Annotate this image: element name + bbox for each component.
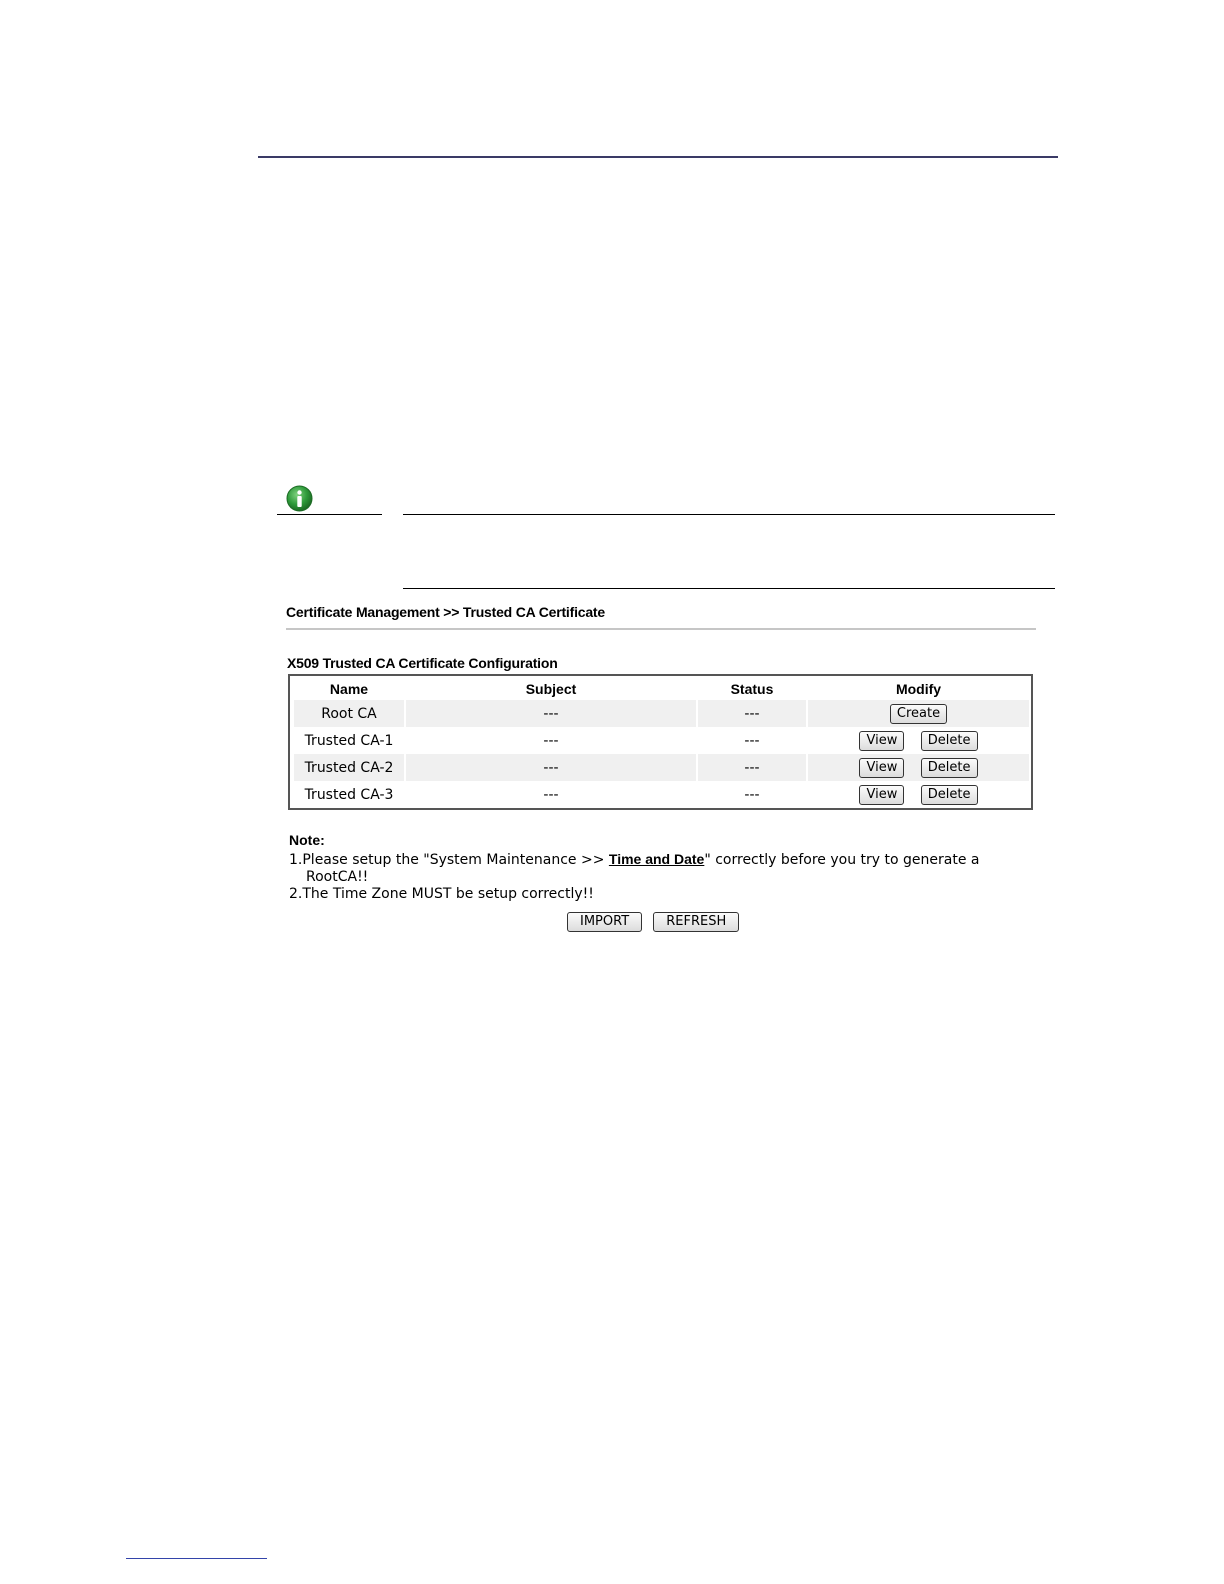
breadcrumb-divider xyxy=(286,628,1036,630)
cert-table-frame xyxy=(288,674,1033,810)
top-rule xyxy=(258,156,1058,158)
delete-button[interactable]: Delete xyxy=(921,785,978,805)
cell-name: Root CA xyxy=(294,700,404,727)
note-line-1 xyxy=(289,851,1049,869)
info-icon xyxy=(286,485,313,512)
note-rule-bottom xyxy=(403,588,1055,589)
note-rule-short xyxy=(277,514,382,515)
cell-subject: --- xyxy=(406,700,696,727)
refresh-button[interactable]: REFRESH xyxy=(653,912,739,932)
table-header-row xyxy=(294,678,1029,700)
delete-button[interactable]: Delete xyxy=(921,758,978,778)
note-line-2: 2.The Time Zone MUST be setup correctly!! xyxy=(289,886,594,902)
cell-modify xyxy=(808,700,1029,727)
cert-table xyxy=(292,678,1031,808)
action-buttons xyxy=(567,910,745,932)
time-and-date-link[interactable]: Time and Date xyxy=(608,851,705,867)
note-rule-top xyxy=(403,514,1055,515)
cell-status: --- xyxy=(744,732,760,749)
cell-status: --- xyxy=(744,786,760,803)
header-status: Status xyxy=(730,681,774,697)
cell-name: Trusted CA-2 xyxy=(294,754,404,781)
table-row-trusted-ca-3 xyxy=(294,781,1029,808)
cell-modify xyxy=(808,754,1029,781)
cell-status: --- xyxy=(698,754,806,781)
cell-status: --- xyxy=(698,700,806,727)
table-row-root-ca xyxy=(294,700,1029,727)
cell-modify xyxy=(808,727,1029,754)
header-modify: Modify xyxy=(895,681,942,697)
note-line-1-text-end: " correctly before you try to generate a xyxy=(704,852,980,868)
footer-rule xyxy=(126,1558,267,1559)
cell-name: Trusted CA-1 xyxy=(304,732,394,749)
header-subject: Subject xyxy=(525,681,577,697)
import-button[interactable]: IMPORT xyxy=(567,912,642,932)
cell-subject: --- xyxy=(543,786,559,803)
note-section xyxy=(289,832,1049,903)
view-button[interactable]: View xyxy=(859,731,904,751)
cell-modify xyxy=(808,781,1029,808)
view-button[interactable]: View xyxy=(859,758,904,778)
note-line-1-continued: RootCA!! xyxy=(306,869,369,885)
create-button[interactable]: Create xyxy=(890,704,947,724)
delete-button[interactable]: Delete xyxy=(921,731,978,751)
cell-name: Trusted CA-3 xyxy=(304,786,394,803)
header-name: Name xyxy=(329,681,369,697)
note-title: Note: xyxy=(289,832,325,848)
note-line-1-text: 1.Please setup the "System Maintenance >> xyxy=(289,852,609,868)
view-button[interactable]: View xyxy=(859,785,904,805)
section-title: X509 Trusted CA Certificate Configuration xyxy=(287,655,558,671)
table-row-trusted-ca-1 xyxy=(294,727,1029,754)
cell-subject: --- xyxy=(406,754,696,781)
table-row-trusted-ca-2 xyxy=(294,754,1029,781)
breadcrumb: Certificate Management >> Trusted CA Certificate xyxy=(286,604,605,620)
cell-subject: --- xyxy=(543,732,559,749)
